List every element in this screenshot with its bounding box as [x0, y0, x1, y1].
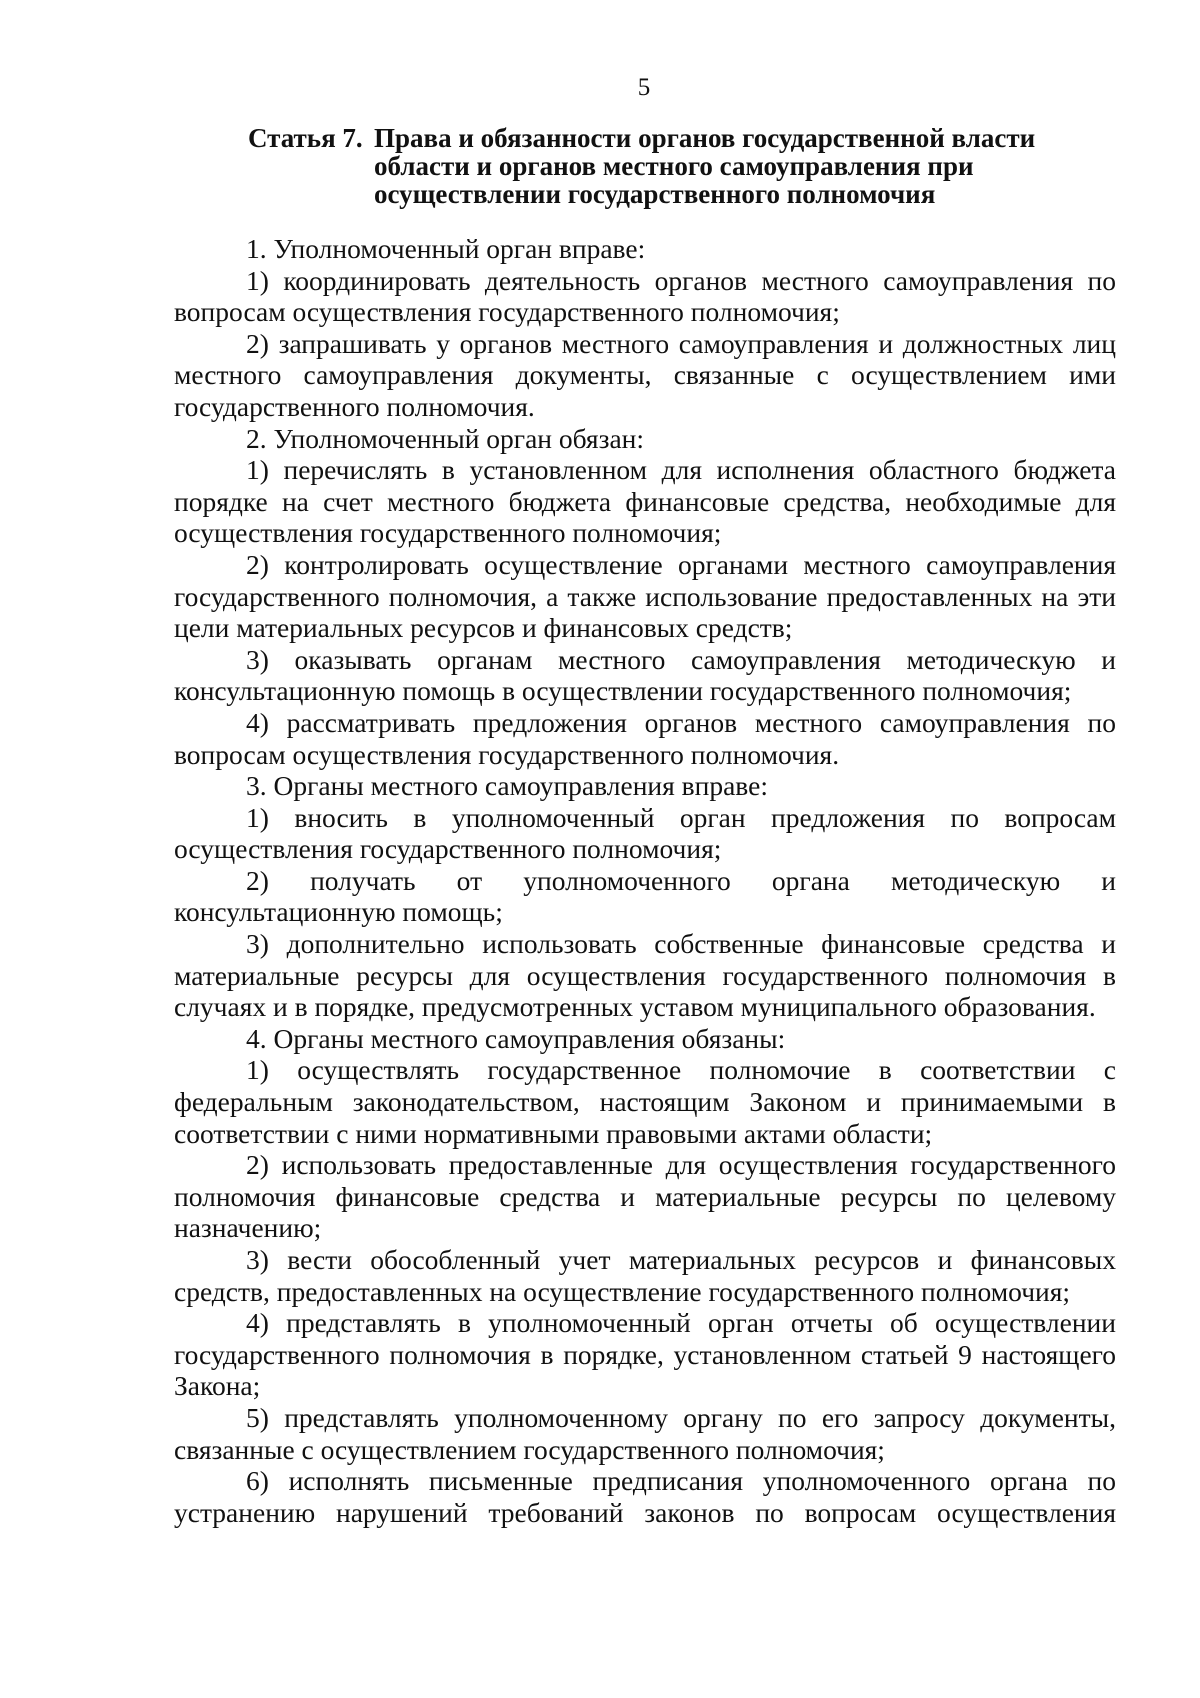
article-title-line: Права и обязанности органов государственной власти — [374, 123, 1036, 153]
paragraph: 2) контролировать осуществление органами местного самоуправления государственного полномочия, а также использование предоставленных на эти цели материальных ресурсов и финансовых средств; — [174, 548, 1116, 644]
paragraph: 4. Органы местного самоуправления обязаны: — [246, 1022, 786, 1054]
paragraph: 3) дополнительно использовать собственные финансовые средства и материальные ресурсы для осуществления государственного полномочия в случаях и в порядке, предусмотренных уставом муниципального образования. — [174, 928, 1116, 1023]
paragraph: 1) перечислять в установленном для исполнения областного бюджета порядке на счет местного бюджета финансовые средства, необходимые для осуществления государственного полномочия; — [174, 454, 1116, 549]
paragraph: 2) запрашивать у органов местного самоуправления и должностных лиц местного самоуправления документы, связанные с осуществлением ими государственного полномочия. — [174, 327, 1116, 422]
paragraph: 3) оказывать органам местного самоуправления методическую и консультационную помощь в осуществлении государственного полномочия; — [174, 643, 1116, 707]
article-number: Статья 7. — [248, 123, 363, 153]
paragraph: 1) осуществлять государственное полномочие в соответствии с федеральным законодательством, настоящим Законом и принимаемыми в соответствии с ними нормативными правовыми актами области; — [174, 1054, 1116, 1149]
paragraph: 4) рассматривать предложения органов местного самоуправления по вопросам осуществления государственного полномочия. — [174, 706, 1116, 770]
paragraph: 1. Уполномоченный орган вправе: — [246, 233, 646, 264]
article-title-line: осуществлении государственного полномочия — [374, 179, 936, 209]
paragraph: 3. Органы местного самоуправления вправе: — [246, 770, 768, 802]
paragraph: 6) исполнять письменные предписания уполномоченного органа по устранению нарушений требований законов по вопросам осуществления — [174, 1465, 1116, 1528]
article-heading — [248, 124, 1108, 208]
paragraph: 1) вносить в уполномоченный орган предложения по вопросам осуществления государственного полномочия; — [174, 801, 1116, 865]
paragraph: 1) координировать деятельность органов местного самоуправления по вопросам осуществления государственного полномочия; — [174, 264, 1116, 328]
paragraph: 3) вести обособленный учет материальных ресурсов и финансовых средств, предоставленных на осуществление государственного полномочия; — [174, 1244, 1116, 1307]
paragraph: 5) представлять уполномоченному органу по его запросу документы, связанные с осуществлением государственного полномочия; — [174, 1401, 1116, 1465]
article-body — [174, 233, 1116, 1528]
paragraph: 4) представлять в уполномоченный орган отчеты об осуществлении государственного полномочия в порядке, установленном статьей 9 настоящего Закона; — [174, 1307, 1116, 1402]
paragraph: 2) получать от уполномоченного органа методическую и консультационную помощь; — [174, 864, 1116, 928]
paragraph: 2) использовать предоставленные для осуществления государственного полномочия финансовые средства и материальные ресурсы по целевому назначению; — [174, 1149, 1116, 1244]
article-title — [374, 124, 1108, 208]
paragraph: 2. Уполномоченный орган обязан: — [246, 422, 645, 454]
page-number: 5 — [637, 74, 651, 101]
article-title-line: области и органов местного самоуправления при — [374, 151, 974, 181]
